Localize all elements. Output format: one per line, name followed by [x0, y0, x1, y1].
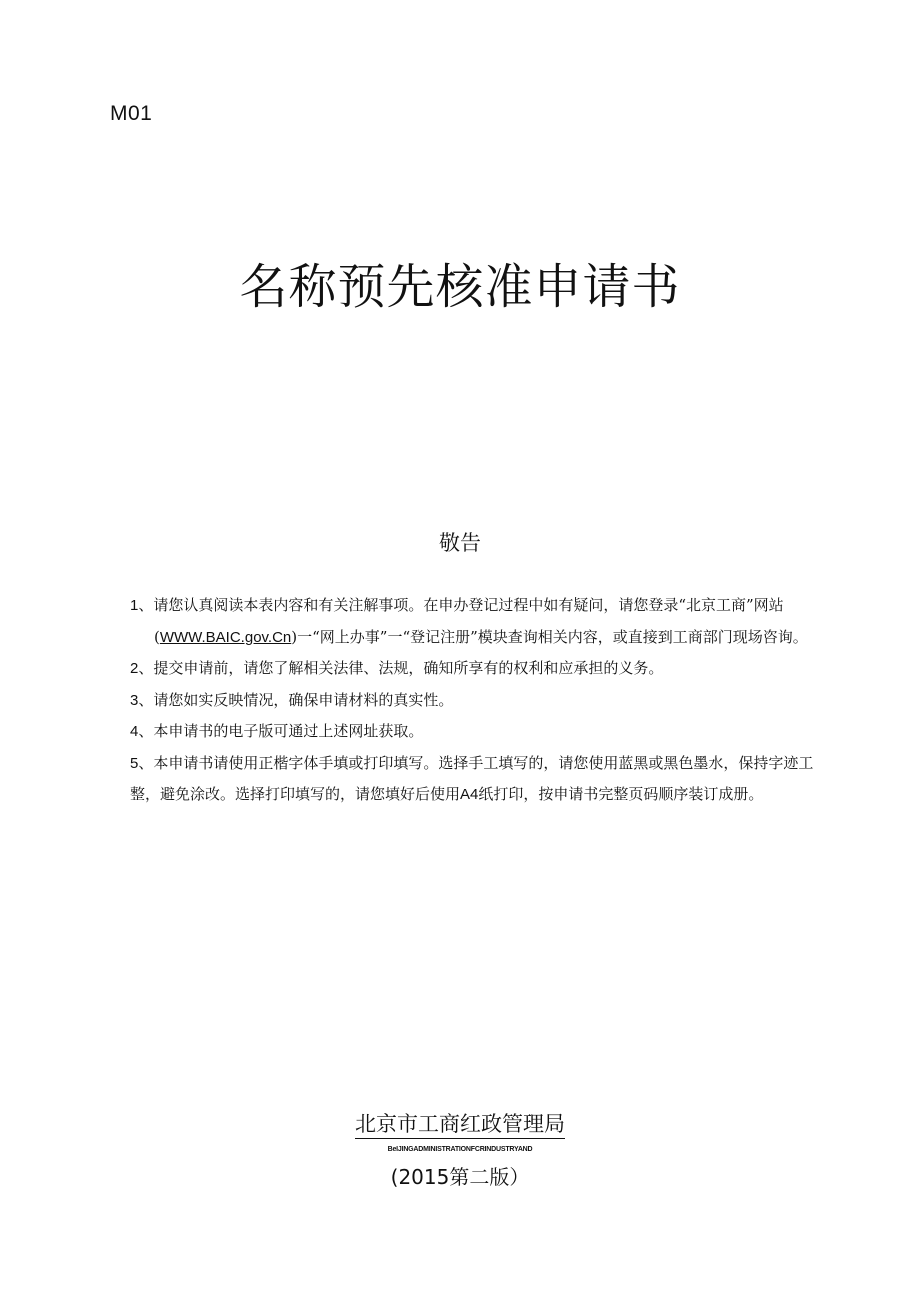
notice-text: 纸打印，按申请书完整页码顺序装订成册。 — [478, 785, 764, 803]
notice-number: 4、 — [130, 723, 154, 740]
authority-block — [0, 1110, 920, 1191]
notice-item-5 — [130, 748, 820, 811]
notice-text: 本申请书请使用正楷字体手填或打印填写。选择手工填写的，请您使用蓝黑或黑色墨水，保持字迹工整，避免涂改。选择打印填写的，请您填好后使用 — [130, 753, 814, 803]
notice-item-4 — [130, 716, 820, 748]
authority-english-name: BeIJINGADMINISTRATIONFCRINDUSTRYAND — [387, 1146, 533, 1153]
notice-text: 提交申请前，请您了解相关法律、法规，确知所享有的权利和应承担的义务。 — [153, 659, 664, 677]
edition-label: (2015第二版） — [390, 1165, 530, 1189]
notice-text: 请您认真阅读本表内容和有关注解事项。在申办登记过程中如有疑问，请您登录“北京工商”网站( — [153, 596, 784, 646]
notice-heading: 敬告 — [439, 531, 481, 555]
paper-size: A4 — [460, 786, 479, 803]
notice-list — [130, 590, 820, 811]
notice-text: 请您如实反映情况，确保申请材料的真实性。 — [153, 690, 454, 709]
notice-item-3 — [130, 685, 820, 717]
notice-text: )一“网上办事”一“登记注册”模块查询相关内容，或直接到工商部门现场咨询。 — [291, 627, 808, 646]
notice-item-1 — [130, 590, 820, 653]
notice-item-2 — [130, 653, 820, 685]
document-title: 名称预先核准申请书 — [239, 259, 681, 315]
notice-number: 5、 — [130, 754, 154, 772]
notice-number: 3、 — [130, 691, 154, 709]
form-code: M01 — [110, 102, 153, 125]
notice-number: 1、 — [130, 597, 154, 614]
notice-text: 本申请书的电子版可通过上述网址获取。 — [153, 722, 424, 740]
baic-website-link[interactable]: WWW.BAIC.gov.Cn — [159, 628, 292, 646]
notice-number: 2、 — [130, 660, 154, 677]
authority-name: 北京市工商红政管理局 — [355, 1110, 565, 1139]
